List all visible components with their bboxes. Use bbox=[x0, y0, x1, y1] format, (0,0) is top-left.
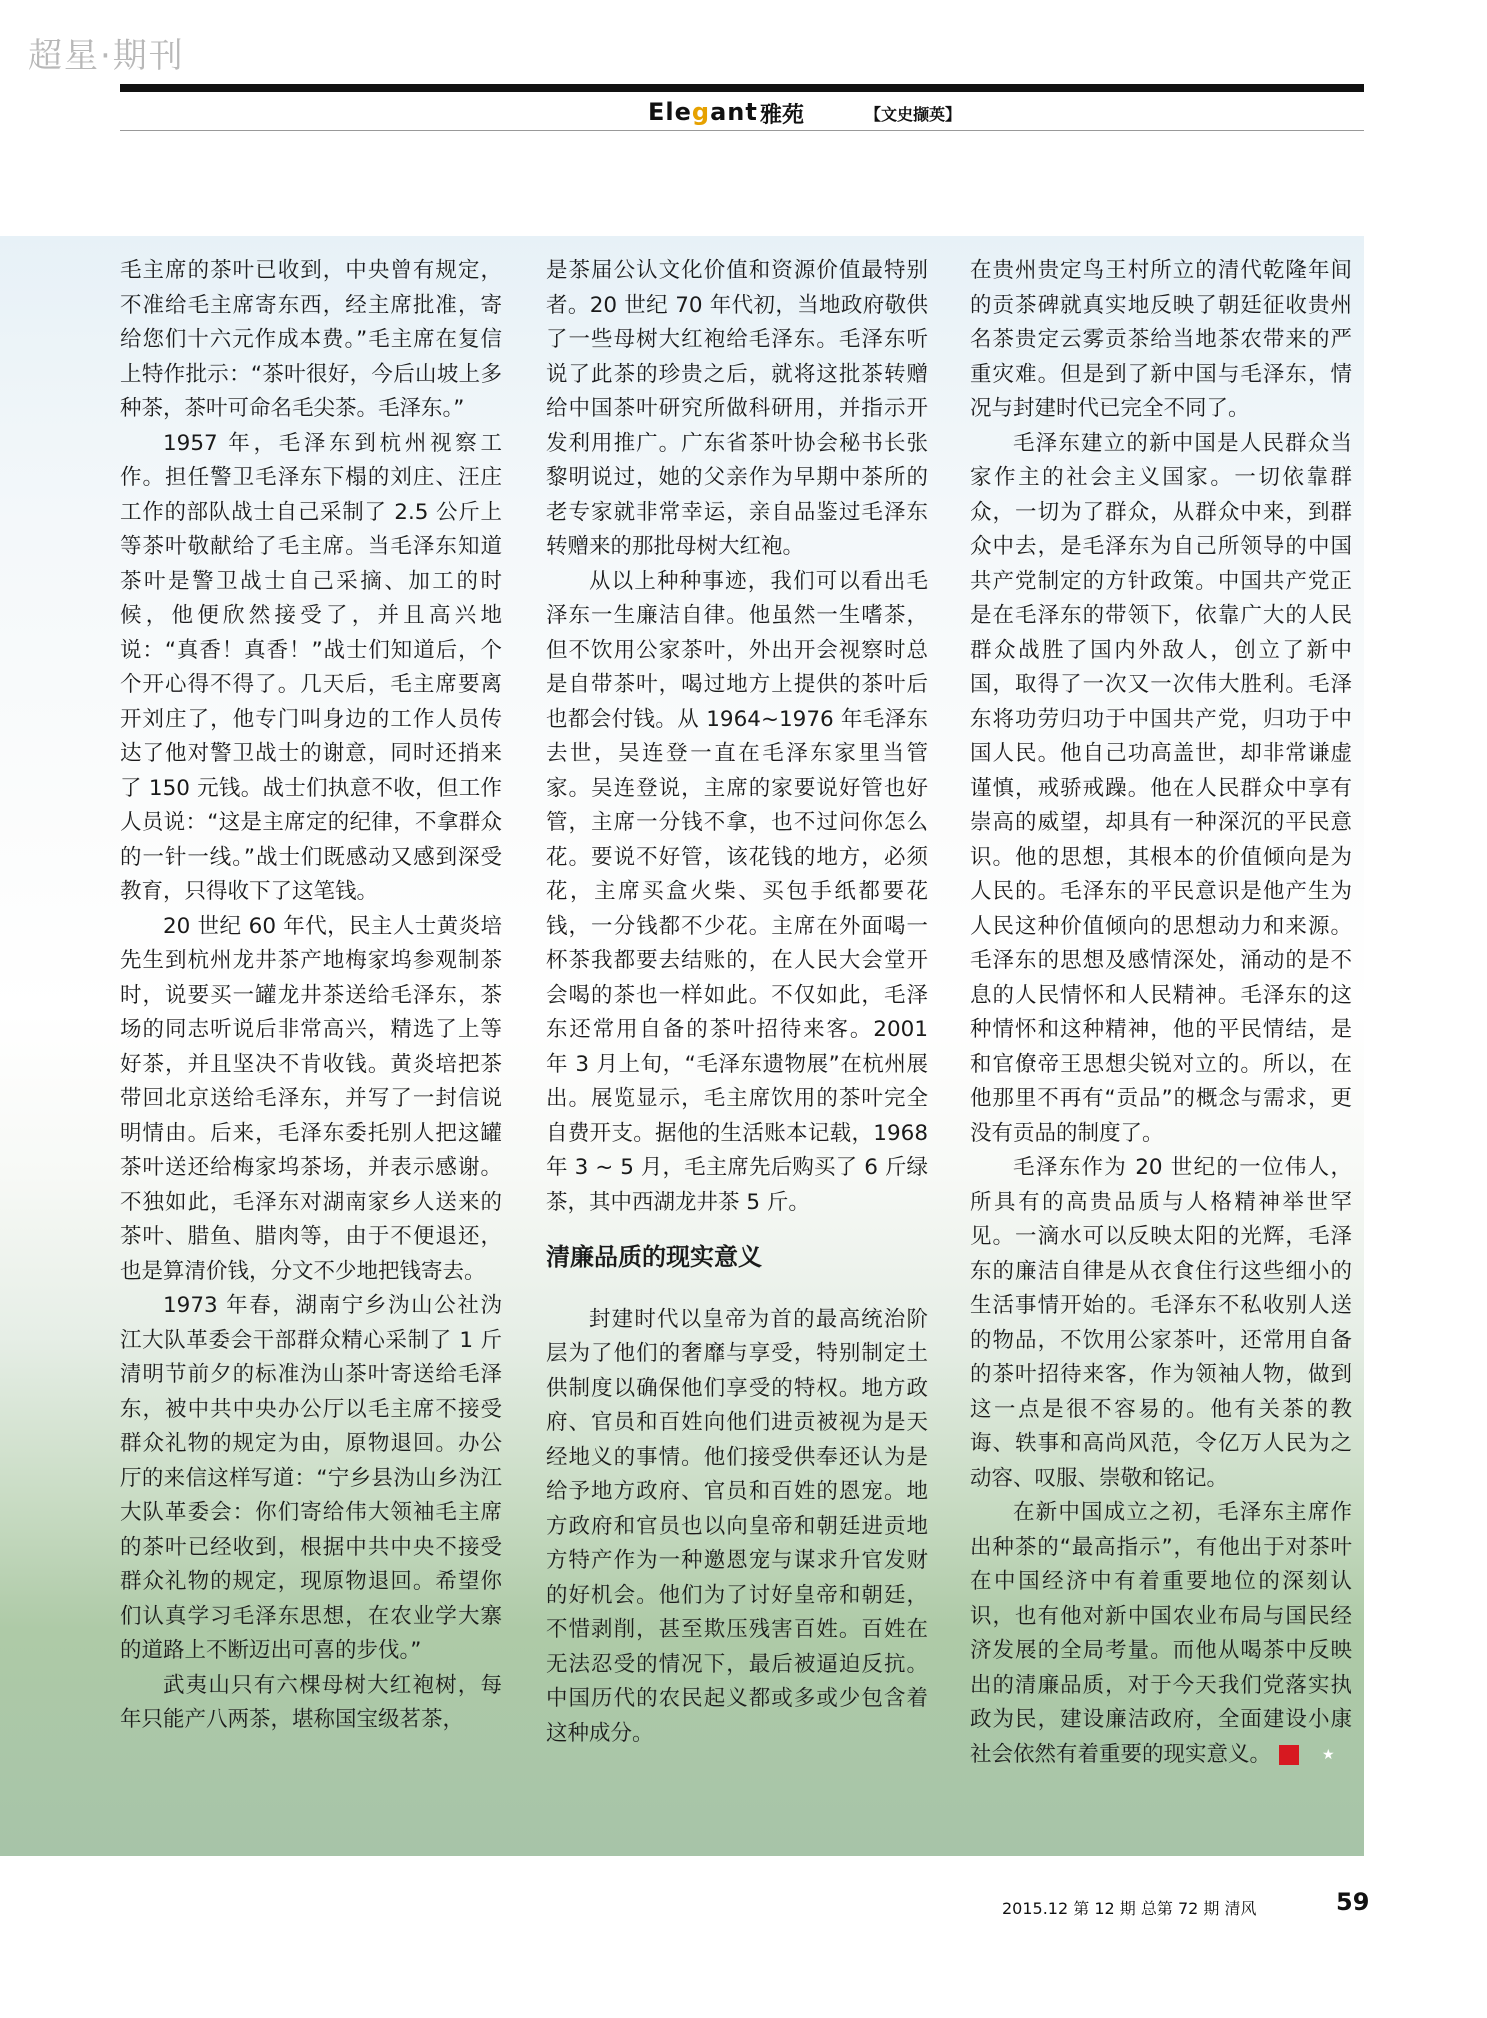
column-2 bbox=[546, 254, 928, 1751]
column-3 bbox=[970, 254, 1352, 1772]
brand-part: ant bbox=[710, 98, 758, 126]
paragraph: 从以上种种事迹，我们可以看出毛泽东一生廉洁自律。他虽然一生嗜茶，但不饮用公家茶叶，外出开会视察时总是自带茶叶，喝过地方上提供的茶叶后也都会付钱。从 1964~1976 年毛泽东去世，吴连登一直在毛泽东家里当管家。吴连登说，主席的家要说好管也好管，主席一分钱不拿，也不过问你怎么花。要说不好管，该花钱的地方，必须花，主席买盒火柴、买包手纸都要花钱，一分钱都不少花。主席在外面喝一杯茶我都要去结账的，在人民大会堂开会喝的茶也一样如此。不仅如此，毛泽东还常用自备的茶叶招待来客。2001 年 3 月上旬，“毛泽东遗物展”在杭州展出。展览显示，毛主席饮用的茶叶完全自费开支。据他的生活账本记载，1968 年 3 ~ 5 月，毛主席先后购买了 6 斤绿茶，其中西湖龙井茶 5 斤。 bbox=[546, 568, 928, 1215]
paragraph: 在贵州贵定鸟王村所立的清代乾隆年间的贡茶碑就真实地反映了朝廷征收贵州名茶贵定云雾贡茶给当地茶农带来的严重灾难。但是到了新中国与毛泽东，情况与封建时代已完全不同了。 bbox=[970, 258, 1352, 421]
brand-chinese: 雅苑 bbox=[760, 103, 805, 128]
section-tag: 【文史撷英】 bbox=[865, 105, 962, 124]
brand-english bbox=[648, 98, 758, 126]
header-rule bbox=[120, 84, 1364, 92]
paragraph: 毛泽东作为 20 世纪的一位伟人，所具有的高贵品质与人格精神举世罕见。一滴水可以反映太阳的光辉，毛泽东的廉洁自律是从衣食住行这些细小的生活事情开始的。毛泽东不私收别人送的物品，不饮用公家茶叶，还常用自备的茶叶招待来客，作为领袖人物，做到这一点是很不容易的。他有关茶的教诲、轶事和高尚风范，令亿万人民为之动容、叹服、崇敬和铭记。 bbox=[970, 1155, 1352, 1491]
watermark-logo: 超星·期刊 bbox=[28, 36, 185, 76]
paragraph: 1957 年，毛泽东到杭州视察工作。担任警卫毛泽东下榻的刘庄、汪庄工作的部队战士自己采制了 2.5 公斤上等茶叶敬献给了毛主席。当毛泽东知道茶叶是警卫战士自己采摘、加工的时候，他便欣然接受了，并且高兴地说：“真香！真香！”战士们知道后，个个开心得不得了。几天后，毛主席要离开刘庄了，他专门叫身边的工作人员传达了他对警卫战士的谢意，同时还捎来了 150 元钱。战士们执意不收，但工作人员说：“这是主席定的纪律，不拿群众的一针一线。”战士们既感动又感到深受教育，只得收下了这笔钱。 bbox=[120, 430, 502, 904]
section-heading: 清廉品质的现实意义 bbox=[546, 1243, 762, 1271]
paragraph-last bbox=[970, 1496, 1352, 1772]
page-number: 59 bbox=[1336, 1888, 1370, 1916]
paragraph-text: 在新中国成立之初，毛泽东主席作出种茶的“最高指示”，有他出于对茶叶在中国经济中有着重要地位的深刻认识，也有他对新中国农业布局与国民经济发展的全局考量。而他从喝茶中反映出的清廉品质，对于今天我们党落实执政为民，建设廉洁政府，全面建设小康社会依然有着重要的现实意义。 bbox=[970, 1500, 1352, 1767]
paragraph: 1973 年春，湖南宁乡沩山公社沩江大队革委会干部群众精心采制了 1 斤清明节前夕的标准沩山茶叶寄送给毛泽东，被中共中央办公厅以毛主席不接受群众礼物的规定为由，原物退回。办公厅的来信这样写道：“宁乡县沩山乡沩江大队革委会：你们寄给伟大领袖毛主席的茶叶已经收到，根据中共中央不接受群众礼物的规定，现原物退回。希望你们认真学习毛泽东思想，在农业学大寨的道路上不断迈出可喜的步伐。” bbox=[120, 1293, 502, 1663]
paragraph: 20 世纪 60 年代，民主人士黄炎培先生到杭州龙井茶产地梅家坞参观制茶时，说要买一罐龙井茶送给毛泽东，茶场的同志听说后非常高兴，精选了上等好茶，并且坚决不肯收钱。黄炎培把茶带回北京送给毛泽东，并写了一封信说明情由。后来，毛泽东委托别人把这罐茶叶送还给梅家坞茶场，并表示感谢。不独如此，毛泽东对湖南家乡人送来的茶叶、腊鱼、腊肉等，由于不便退还，也是算清价钱，分文不少地把钱寄去。 bbox=[120, 913, 502, 1284]
page-header bbox=[120, 96, 1364, 130]
paragraph: 毛泽东建立的新中国是人民群众当家作主的社会主义国家。一切依靠群众，一切为了群众，从群众中来，到群众中去，是毛泽东为自己所领导的中国共产党制定的方针政策。中国共产党正是在毛泽东的带领下，依靠广大的人民群众战胜了国内外敌人，创立了新中国，取得了一次又一次伟大胜利。毛泽东将功劳归功于中国共产党，归功于中国人民。他自己功高盖世，却非常谦虚谨慎，戒骄戒躁。他在人民群众中享有崇高的威望，却具有一种深沉的平民意识。他的思想，其根本的价值倾向是为人民的。毛泽东的平民意识是他产生为人民这种价值倾向的思想动力和来源。毛泽东的思想及感情深处，涌动的是不息的人民情怀和人民精神。毛泽东的这种情怀和这种精神，他的平民情结，是和官僚帝王思想尖锐对立的。所以，在他那里不再有“贡品”的概念与需求，更没有贡品的制度了。 bbox=[970, 430, 1352, 1146]
issue-info: 2015.12 第 12 期 总第 72 期 清风 bbox=[1002, 1899, 1257, 1918]
brand-accent-letter: g bbox=[691, 98, 711, 126]
paragraph: 是茶届公认文化价值和资源价值最特别者。20 世纪 70 年代初，当地政府敬供了一些母树大红袍给毛泽东。毛泽东听说了此茶的珍贵之后，就将这批茶转赠给中国茶叶研究所做科研用，并指示开发利用推广。广东省茶叶协会秘书长张黎明说过，她的父亲作为早期中茶所的老专家就非常幸运，亲自品鉴过毛泽东转赠来的那批母树大红袍。 bbox=[546, 258, 928, 559]
paragraph: 封建时代以皇帝为首的最高统治阶层为了他们的奢靡与享受，特别制定土供制度以确保他们享受的特权。地方政府、官员和百姓向他们进贡被视为是天经地义的事情。他们接受供奉还认为是给予地方政府、官员和百姓的恩宠。地方政府和官员也以向皇帝和朝廷进贡地方特产作为一种邀恩宠与谋求升官发财的好机会。他们为了讨好皇帝和朝廷，不惜剥削，甚至欺压残害百姓。百姓在无法忍受的情况下，最后被逼迫反抗。中国历代的农民起义都或多或少包含着这种成分。 bbox=[546, 1306, 928, 1746]
end-star-icon: ★ bbox=[1279, 1745, 1299, 1765]
column-1 bbox=[120, 254, 502, 1738]
paragraph: 武夷山只有六棵母树大红袍树，每年只能产八两茶，堪称国宝级茗茶， bbox=[120, 1672, 502, 1732]
header-underline bbox=[120, 130, 1364, 131]
paragraph: 毛主席的茶叶已收到，中央曾有规定，不准给毛主席寄东西，经主席批准，寄给您们十六元作成本费。”毛主席在复信上特作批示：“茶叶很好，今后山坡上多种茶，茶叶可命名毛尖茶。毛泽东。” bbox=[120, 258, 502, 421]
brand-part: Ele bbox=[648, 98, 692, 126]
